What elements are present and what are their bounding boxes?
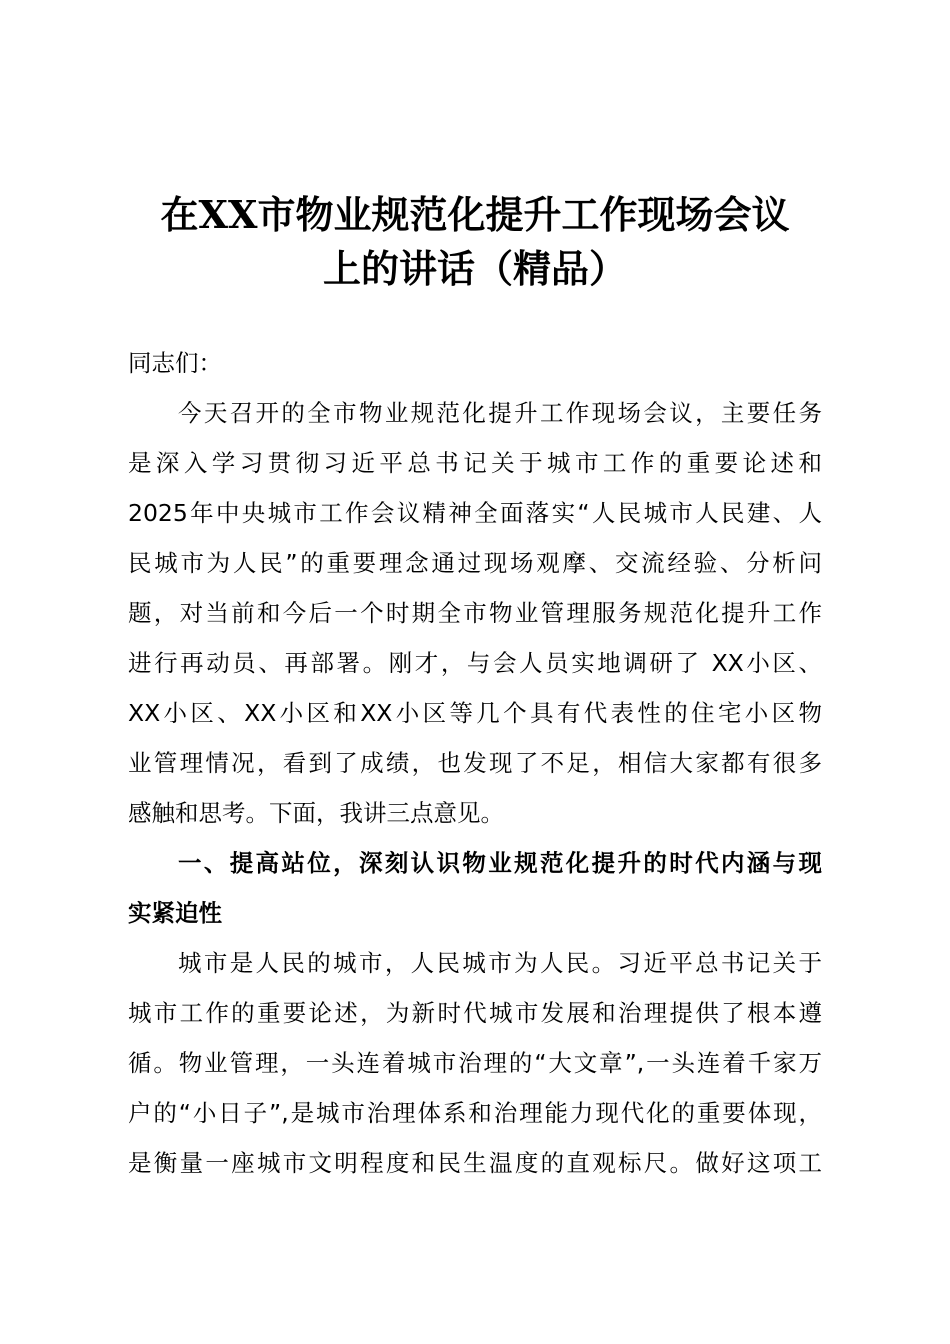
title-line-1: 在XX市物业规范化提升工作现场会议: [160, 192, 790, 237]
paragraph-2-line-4: 户的“小日子”,是城市治理体系和治理能力现代化的重要体现，: [128, 1099, 822, 1127]
paragraph-1-line-8: 业管理情况，看到了成绩，也发现了不足，相信大家都有很多: [128, 749, 822, 777]
paragraph-1-line-9: 感触和思考。下面，我讲三点意见。: [128, 799, 504, 827]
title-line-2: 上的讲话（精品）: [322, 246, 627, 291]
paragraph-1-line-3: 2025年中央城市工作会议精神全面落实“人民城市人民建、人: [128, 499, 822, 527]
salutation: 同志们：: [128, 349, 222, 377]
document-body: [128, 338, 822, 1188]
document-title: [100, 188, 850, 296]
paragraph-1-line-6: 进行再动员、再部署。刚才，与会人员实地调研了 XX小区、: [128, 649, 822, 677]
paragraph-1-line-1: 今天召开的全市物业规范化提升工作现场会议，主要任务: [178, 399, 822, 427]
section-heading-1-line-2: 实紧迫性: [128, 899, 222, 927]
paragraph-1-line-2: 是深入学习贯彻习近平总书记关于城市工作的重要论述和: [128, 449, 822, 477]
paragraph-1-line-4: 民城市为人民”的重要理念通过现场观摩、交流经验、分析问: [128, 549, 822, 577]
paragraph-2-line-3: 循。物业管理，一头连着城市治理的“大文章”,一头连着千家万: [128, 1049, 822, 1077]
paragraph-1-line-7: XX小区、XX小区和XX小区等几个具有代表性的住宅小区物: [128, 699, 822, 727]
paragraph-2-line-1: 城市是人民的城市，人民城市为人民。习近平总书记关于: [178, 949, 822, 977]
paragraph-1-line-5: 题，对当前和今后一个时期全市物业管理服务规范化提升工作: [128, 599, 822, 627]
paragraph-2-line-5: 是衡量一座城市文明程度和民生温度的直观标尺。做好这项工: [128, 1149, 822, 1177]
paragraph-2-line-2: 城市工作的重要论述，为新时代城市发展和治理提供了根本遵: [128, 999, 822, 1027]
section-heading-1-line-1: 一、提高站位，深刻认识物业规范化提升的时代内涵与现: [178, 849, 822, 877]
